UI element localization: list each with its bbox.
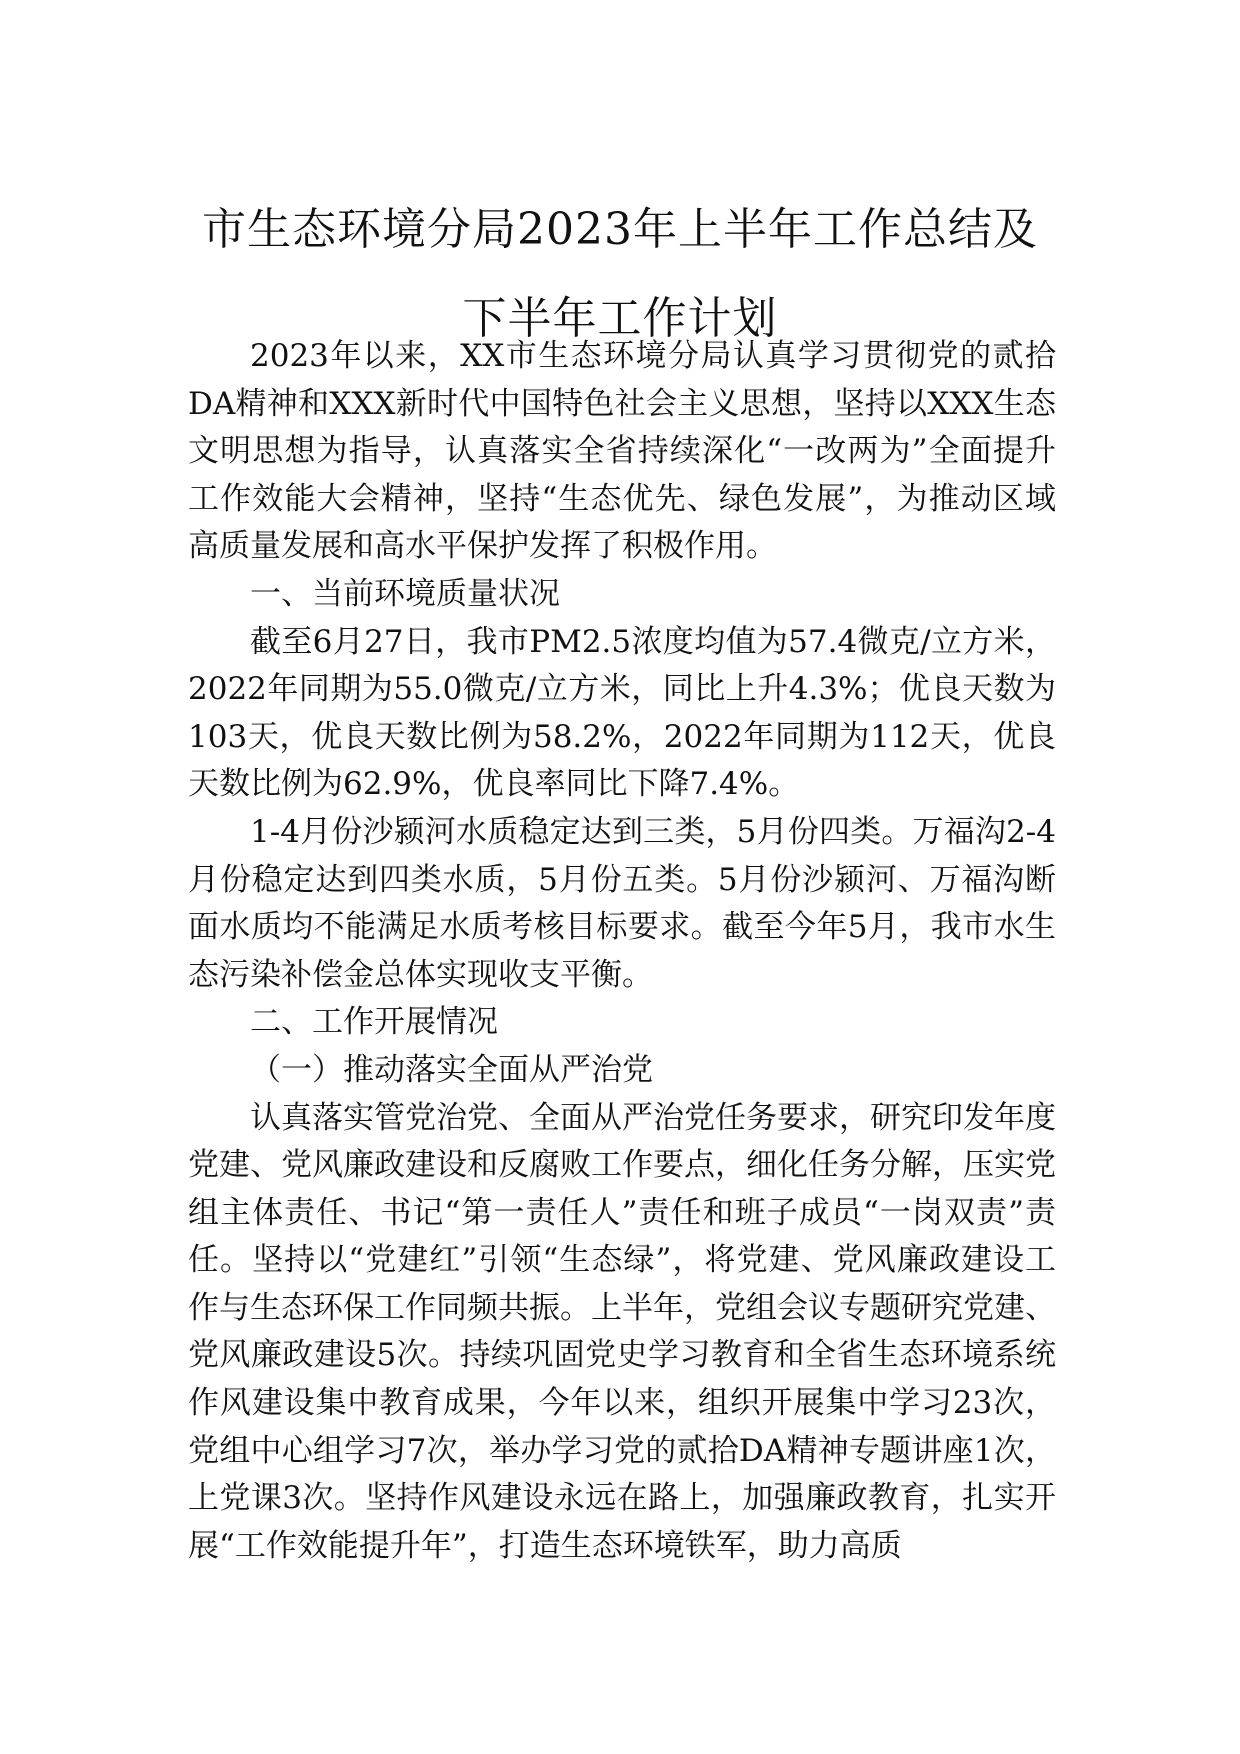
section-2-heading: 二、工作开展情况 — [250, 1004, 498, 1041]
air-quality-paragraph: 截至6月27日，我市PM2.5浓度均值为57.4微克/立方米，2022年同期为55.0微克/立方米，同比上升4.3%；优良天数为103天，优良天数比例为58.2%，2022年同期为112天，优良天数比例为62.9%，优良率同比下降7.4%。 — [188, 623, 1056, 803]
document-body — [188, 333, 1056, 1570]
document-title-line-1: 市生态环境分局2023年上半年工作总结及 — [202, 204, 1038, 256]
section-1-heading: 一、当前环境质量状况 — [250, 575, 560, 612]
party-building-paragraph: 认真落实管党治党、全面从严治党任务要求，研究印发年度党建、党风廉政建设和反腐败工作要点，细化任务分解，压实党组主体责任、书记“第一责任人”责任和班子成员“一岗双责”责任。坚持以“党建红”引领“生态绿”，将党建、党风廉政建设工作与生态环保工作同频共振。上半年，党组会议专题研究党建、党风廉政建设5次。持续巩固党史学习教育和全省生态环境系统作风建设集中教育成果，今年以来，组织开展集中学习23次，党组中心组学习7次，举办学习党的贰拾DA精神专题讲座1次，上党课3次。坚持作风建设永远在路上，加强廉政教育，扎实开展“工作效能提升年”，打造生态环境铁军，助力高质 — [188, 1099, 1056, 1564]
subsection-1-heading: （一）推动落实全面从严治党 — [250, 1051, 653, 1088]
intro-paragraph: 2023年以来，XX市生态环境分局认真学习贯彻党的贰拾DA精神和XXX新时代中国特色社会主义思想，坚持以XXX生态文明思想为指导，认真落实全省持续深化“一改两为”全面提升工作效能大会精神，坚持“生态优先、绿色发展”，为推动区域高质量发展和高水平保护发挥了积极作用。 — [188, 338, 1056, 565]
document-title-line-2: 下半年工作计划 — [462, 293, 778, 345]
water-quality-paragraph: 1-4月份沙颍河水质稳定达到三类，5月份四类。万福沟2-4月份稳定达到四类水质，5月份五类。5月份沙颍河、万福沟断面水质均不能满足水质考核目标要求。截至今年5月，我市水生态污染补偿金总体实现收支平衡。 — [188, 813, 1056, 993]
